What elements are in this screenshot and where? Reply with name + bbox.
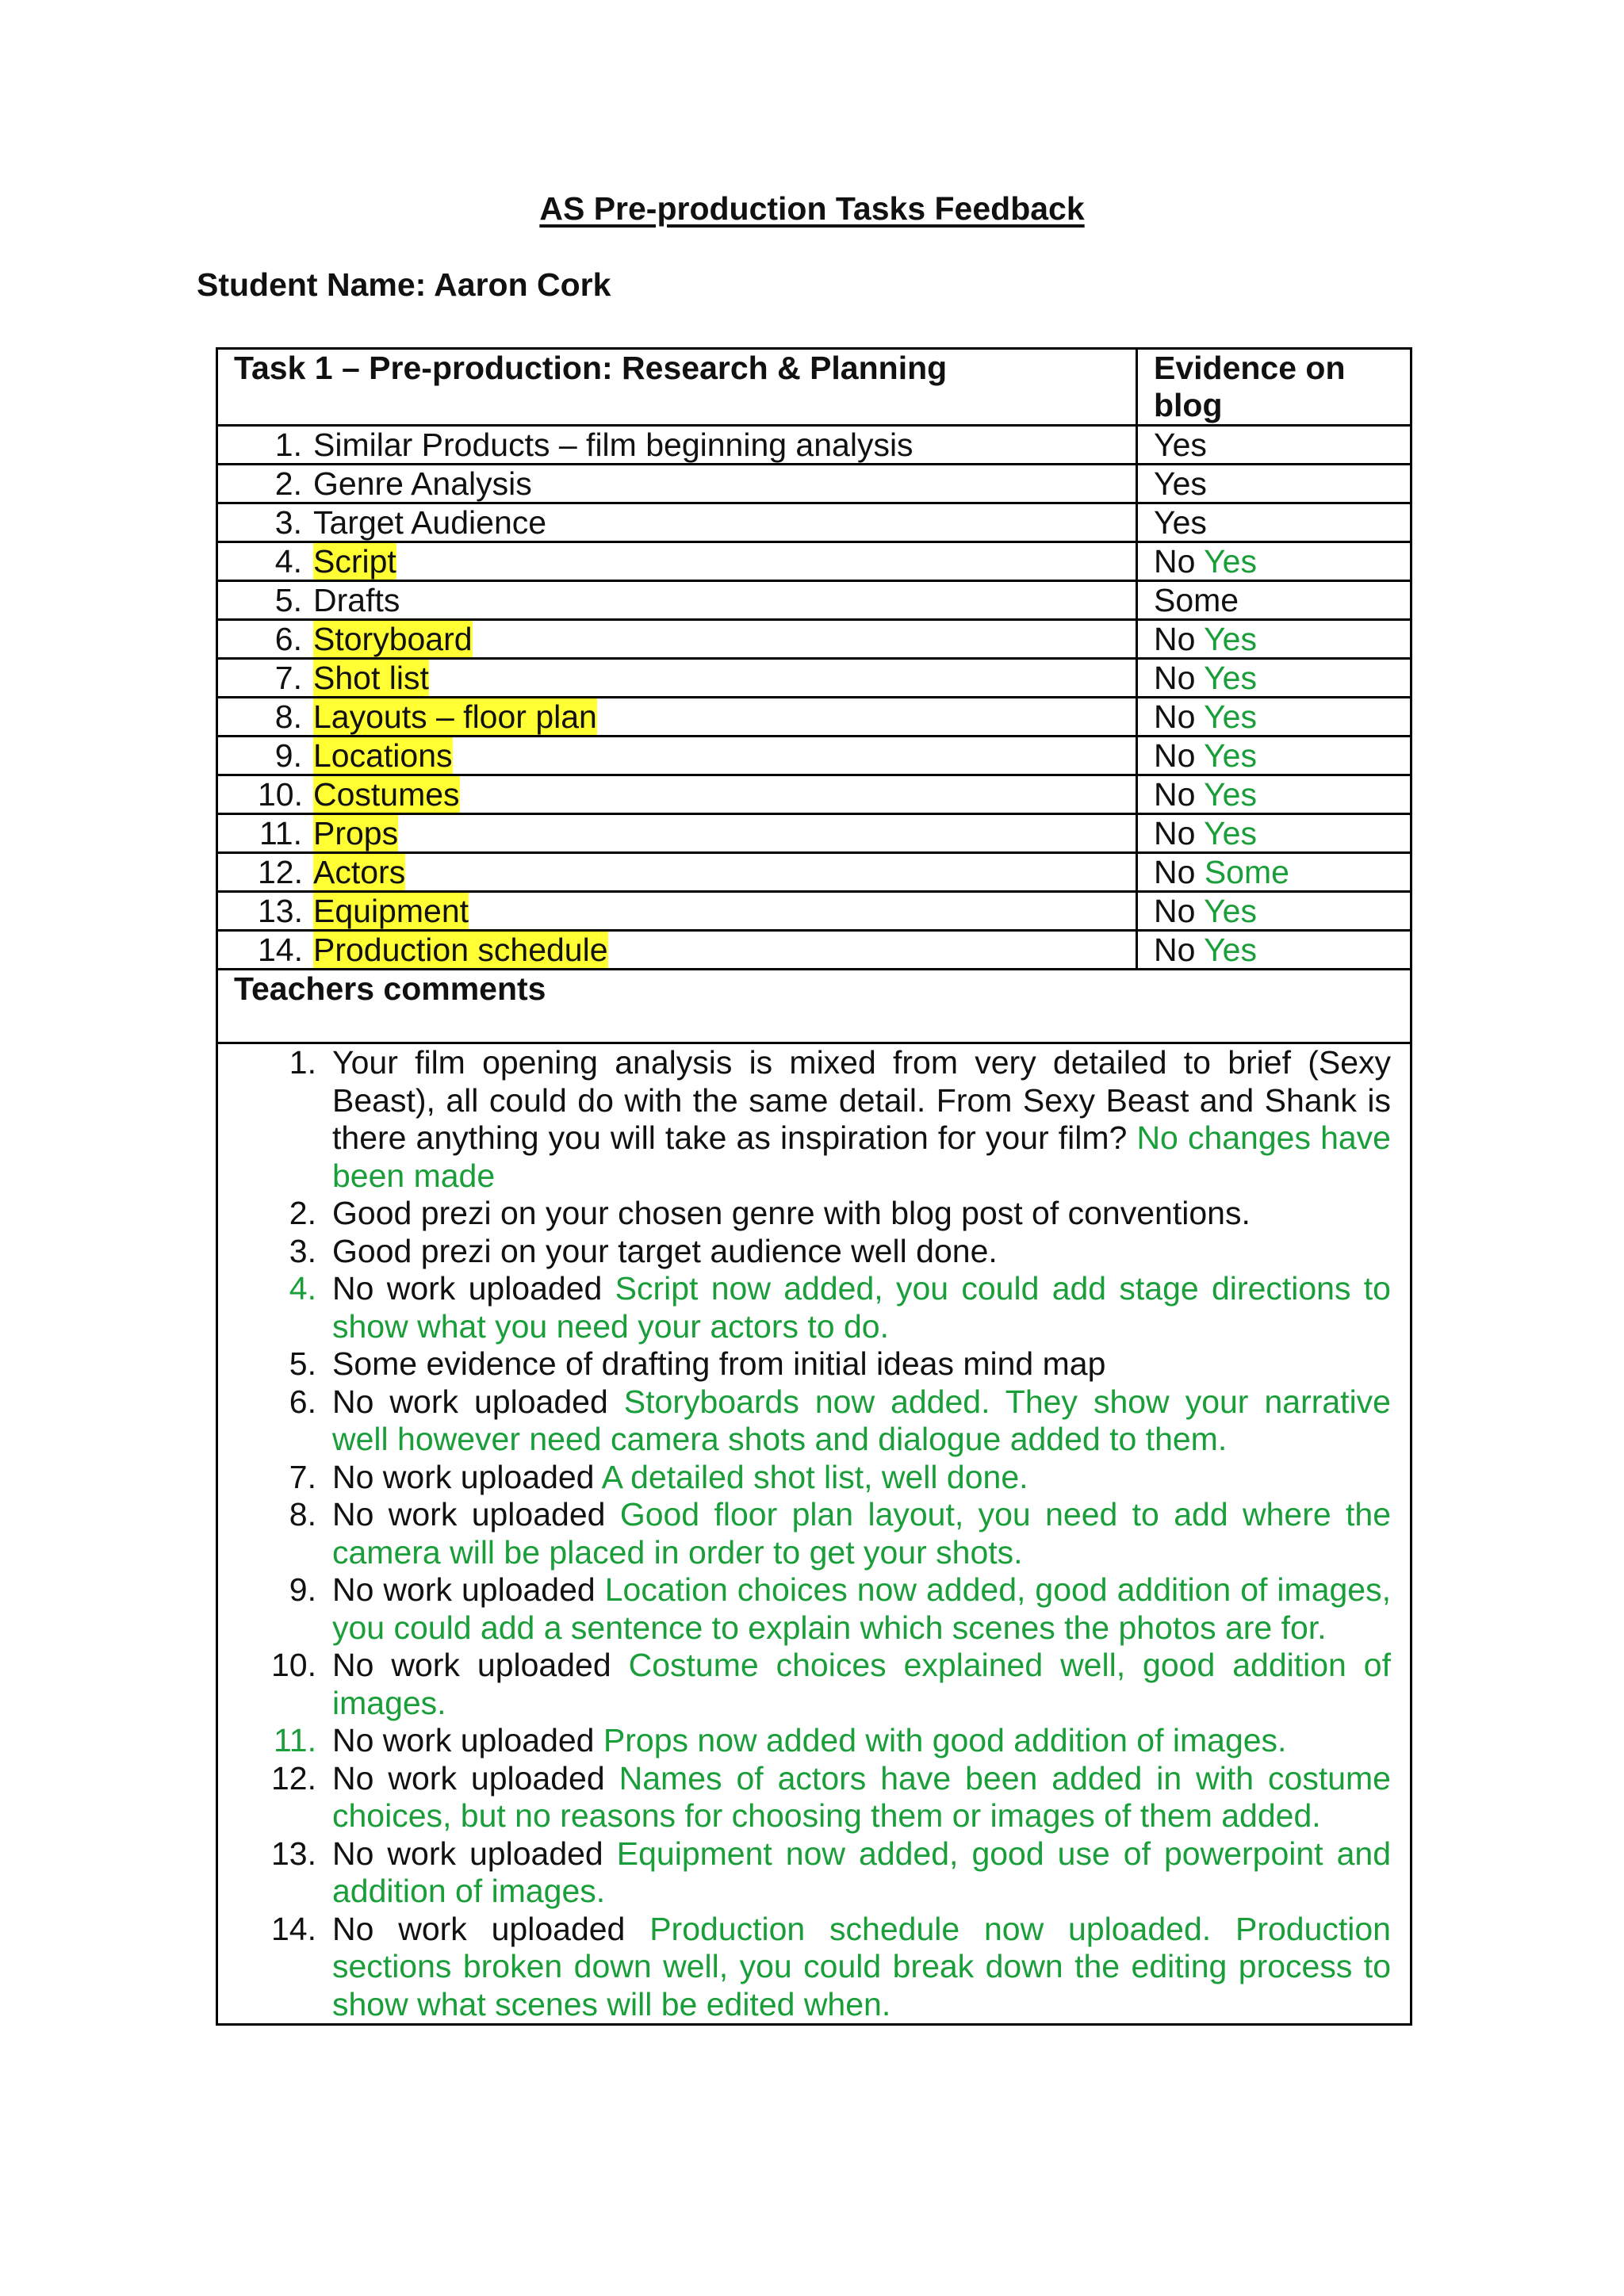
comment-number: 8.: [289, 1496, 316, 1533]
evidence-value: No: [1154, 893, 1196, 929]
task-label: Costumes: [313, 776, 460, 813]
table-row: [217, 698, 1411, 737]
comment-text: No work uploaded: [332, 1383, 608, 1420]
comment-text: No work uploaded: [332, 1722, 595, 1758]
task-number: 2.: [274, 465, 302, 502]
table-header-row: [217, 349, 1411, 426]
comment-item: [234, 1383, 1394, 1459]
task-label: Equipment: [313, 893, 469, 929]
evidence-cell: [1137, 503, 1411, 542]
comment-text: Good prezi on your chosen genre with blog post of conventions.: [332, 1195, 1251, 1231]
evidence-cell: [1137, 698, 1411, 737]
table-row: [217, 503, 1411, 542]
evidence-value: No: [1154, 737, 1196, 774]
evidence-update: Some: [1204, 854, 1289, 890]
comment-text: Good prezi on your target audience well done.: [332, 1232, 998, 1269]
evidence-value: No: [1154, 932, 1196, 968]
task-number: 12.: [258, 854, 303, 890]
comment-update: Props now added with good addition of images.: [603, 1722, 1287, 1758]
task-cell: [217, 581, 1137, 620]
comment-text: No work uploaded: [332, 1759, 605, 1797]
comment-text: No work uploaded: [332, 1910, 626, 1947]
comment-item: [234, 1835, 1394, 1911]
comment-update: Equipment now added, good use of powerpoint and addition of images.: [332, 1835, 1391, 1909]
evidence-cell: [1137, 542, 1411, 581]
table-row: [217, 931, 1411, 970]
comment-text: Some evidence of drafting from initial ideas mind map: [332, 1345, 1106, 1382]
evidence-value: No: [1154, 543, 1196, 580]
comment-item: [234, 1760, 1394, 1835]
comment-item: [234, 1722, 1394, 1760]
table-row: [217, 620, 1411, 659]
table-row: [217, 426, 1411, 465]
table-row: [217, 814, 1411, 853]
task-cell: [217, 620, 1137, 659]
comment-update: Storyboards now added. They show your narrative well however need camera shots and dialogue added to them.: [332, 1383, 1391, 1457]
task-number: 9.: [274, 737, 302, 774]
evidence-cell: [1137, 659, 1411, 698]
comment-number: 1.: [289, 1044, 316, 1081]
table-row: [217, 465, 1411, 503]
task-label: Locations: [313, 737, 453, 774]
task-cell: [217, 931, 1137, 970]
comment-item: [234, 1647, 1394, 1722]
evidence-cell: [1137, 814, 1411, 853]
evidence-value: No: [1154, 621, 1196, 657]
comment-text: No work uploaded: [332, 1647, 611, 1683]
evidence-cell: [1137, 931, 1411, 970]
comment-number: 2.: [289, 1195, 316, 1231]
evidence-value: Some: [1154, 582, 1239, 618]
task-label: Actors: [313, 854, 406, 890]
task-label: Similar Products – film beginning analysis: [313, 427, 914, 463]
evidence-cell: [1137, 853, 1411, 892]
page-title: AS Pre-production Tasks Feedback: [539, 190, 1085, 227]
task-cell: [217, 542, 1137, 581]
task-label: Layouts – floor plan: [313, 698, 597, 735]
task-cell: [217, 698, 1137, 737]
comment-update: No changes have been made: [332, 1119, 1391, 1194]
comment-text: Your film opening analysis is mixed from very detailed to brief (Sexy Beast), all could do with the same detail. From Sexy Beast and Shank is there anything you will take as inspiration for your film?: [332, 1044, 1391, 1156]
comments-heading: Teachers comments: [217, 970, 1411, 1043]
task-column-header: Task 1 – Pre-production: Research & Planning: [217, 349, 1137, 426]
evidence-update: Yes: [1204, 737, 1257, 774]
task-number: 10.: [258, 776, 303, 813]
task-number: 5.: [274, 582, 302, 618]
evidence-column-header: Evidence on blog: [1137, 349, 1411, 426]
feedback-table-body: [217, 349, 1411, 2025]
comment-update: Location choices now added, good addition of images, you could add a sentence to explain which scenes the photos are for.: [332, 1571, 1391, 1646]
task-cell: [217, 775, 1137, 814]
feedback-table: [216, 347, 1412, 2026]
table-row: [217, 581, 1411, 620]
table-row: [217, 542, 1411, 581]
evidence-update: Yes: [1204, 893, 1257, 929]
evidence-value: Yes: [1154, 427, 1207, 463]
evidence-cell: [1137, 581, 1411, 620]
task-label: Shot list: [313, 660, 429, 696]
comment-update: Script now added, you could add stage directions to show what you need your actors to do.: [332, 1270, 1391, 1345]
comment-number: 3.: [289, 1232, 316, 1269]
task-number: 14.: [258, 932, 303, 968]
comment-item: [234, 1459, 1394, 1497]
student-name: Student Name: Aaron Cork: [197, 266, 611, 303]
table-row: [217, 892, 1411, 931]
task-label: Props: [313, 815, 399, 851]
comment-text: No work uploaded: [332, 1458, 595, 1495]
comment-item: [234, 1044, 1394, 1195]
task-label: Production schedule: [313, 932, 608, 968]
comment-number: 13.: [271, 1835, 316, 1872]
comment-item: [234, 1571, 1394, 1647]
comment-number: 14.: [271, 1910, 316, 1947]
comment-number: 11.: [274, 1722, 316, 1758]
comment-update: Production schedule now uploaded. Production sections broken down well, you could break down the editing process to show what scenes will be edited when.: [332, 1910, 1391, 2022]
task-cell: [217, 465, 1137, 503]
evidence-update: Yes: [1204, 698, 1257, 735]
task-cell: [217, 892, 1137, 931]
evidence-update: Yes: [1204, 815, 1257, 851]
task-cell: [217, 659, 1137, 698]
evidence-value: Yes: [1154, 504, 1207, 541]
evidence-value: No: [1154, 776, 1196, 813]
evidence-value: No: [1154, 660, 1196, 696]
task-number: 13.: [258, 893, 303, 929]
comment-text: No work uploaded: [332, 1835, 603, 1872]
evidence-update: Yes: [1204, 543, 1257, 580]
comments-cell: [217, 1043, 1411, 2025]
table-row: [217, 775, 1411, 814]
task-cell: [217, 853, 1137, 892]
comment-text: No work uploaded: [332, 1496, 606, 1533]
task-number: 4.: [274, 543, 302, 580]
table-row: [217, 659, 1411, 698]
evidence-update: Yes: [1204, 776, 1257, 813]
comment-number: 10.: [271, 1647, 316, 1683]
task-number: 3.: [274, 504, 302, 541]
comment-update: Good floor plan layout, you need to add where the camera will be placed in order to get your shots.: [332, 1496, 1392, 1571]
evidence-value: Yes: [1154, 465, 1207, 502]
task-label: Genre Analysis: [313, 465, 532, 502]
comment-number: 5.: [289, 1345, 316, 1382]
evidence-value: No: [1154, 815, 1196, 851]
evidence-value: No: [1154, 698, 1196, 735]
task-number: 1.: [274, 427, 302, 463]
evidence-cell: [1137, 775, 1411, 814]
evidence-cell: [1137, 426, 1411, 465]
table-row: [217, 853, 1411, 892]
comment-number: 12.: [271, 1759, 316, 1797]
task-label: Drafts: [313, 582, 400, 618]
task-number: 11.: [259, 815, 302, 851]
comment-item: [234, 1496, 1394, 1571]
task-label: Storyboard: [313, 621, 473, 657]
evidence-update: Yes: [1204, 621, 1257, 657]
evidence-cell: [1137, 620, 1411, 659]
comment-item: [234, 1270, 1394, 1345]
evidence-update: Yes: [1204, 932, 1257, 968]
task-label: Script: [313, 543, 396, 580]
task-label: Target Audience: [313, 504, 547, 541]
evidence-value: No: [1154, 854, 1196, 890]
comments-body-row: [217, 1043, 1411, 2025]
evidence-cell: [1137, 465, 1411, 503]
comment-update: Names of actors have been added in with costume choices, but no reasons for choosing them or images of them added.: [332, 1759, 1391, 1834]
table-row: [217, 737, 1411, 775]
comment-item: [234, 1911, 1394, 2024]
comment-item: [234, 1195, 1394, 1233]
task-cell: [217, 814, 1137, 853]
comment-number: 7.: [289, 1458, 316, 1495]
comment-item: [234, 1233, 1394, 1271]
comments-heading-row: [217, 970, 1411, 1043]
evidence-cell: [1137, 892, 1411, 931]
evidence-update: Yes: [1204, 660, 1257, 696]
comment-text: No work uploaded: [332, 1270, 603, 1307]
comment-number: 6.: [289, 1383, 316, 1420]
task-number: 8.: [274, 698, 302, 735]
comment-update: A detailed shot list, well done.: [601, 1458, 1028, 1495]
task-number: 7.: [274, 660, 302, 696]
comment-number: 4.: [289, 1270, 316, 1307]
comment-item: [234, 1345, 1394, 1383]
comment-text: No work uploaded: [332, 1571, 596, 1608]
comment-number: 9.: [289, 1571, 316, 1608]
comments-list: [234, 1044, 1394, 2023]
task-cell: [217, 503, 1137, 542]
task-number: 6.: [274, 621, 302, 657]
comment-update: Costume choices explained well, good addition of images.: [332, 1647, 1391, 1721]
task-cell: [217, 737, 1137, 775]
task-cell: [217, 426, 1137, 465]
evidence-cell: [1137, 737, 1411, 775]
